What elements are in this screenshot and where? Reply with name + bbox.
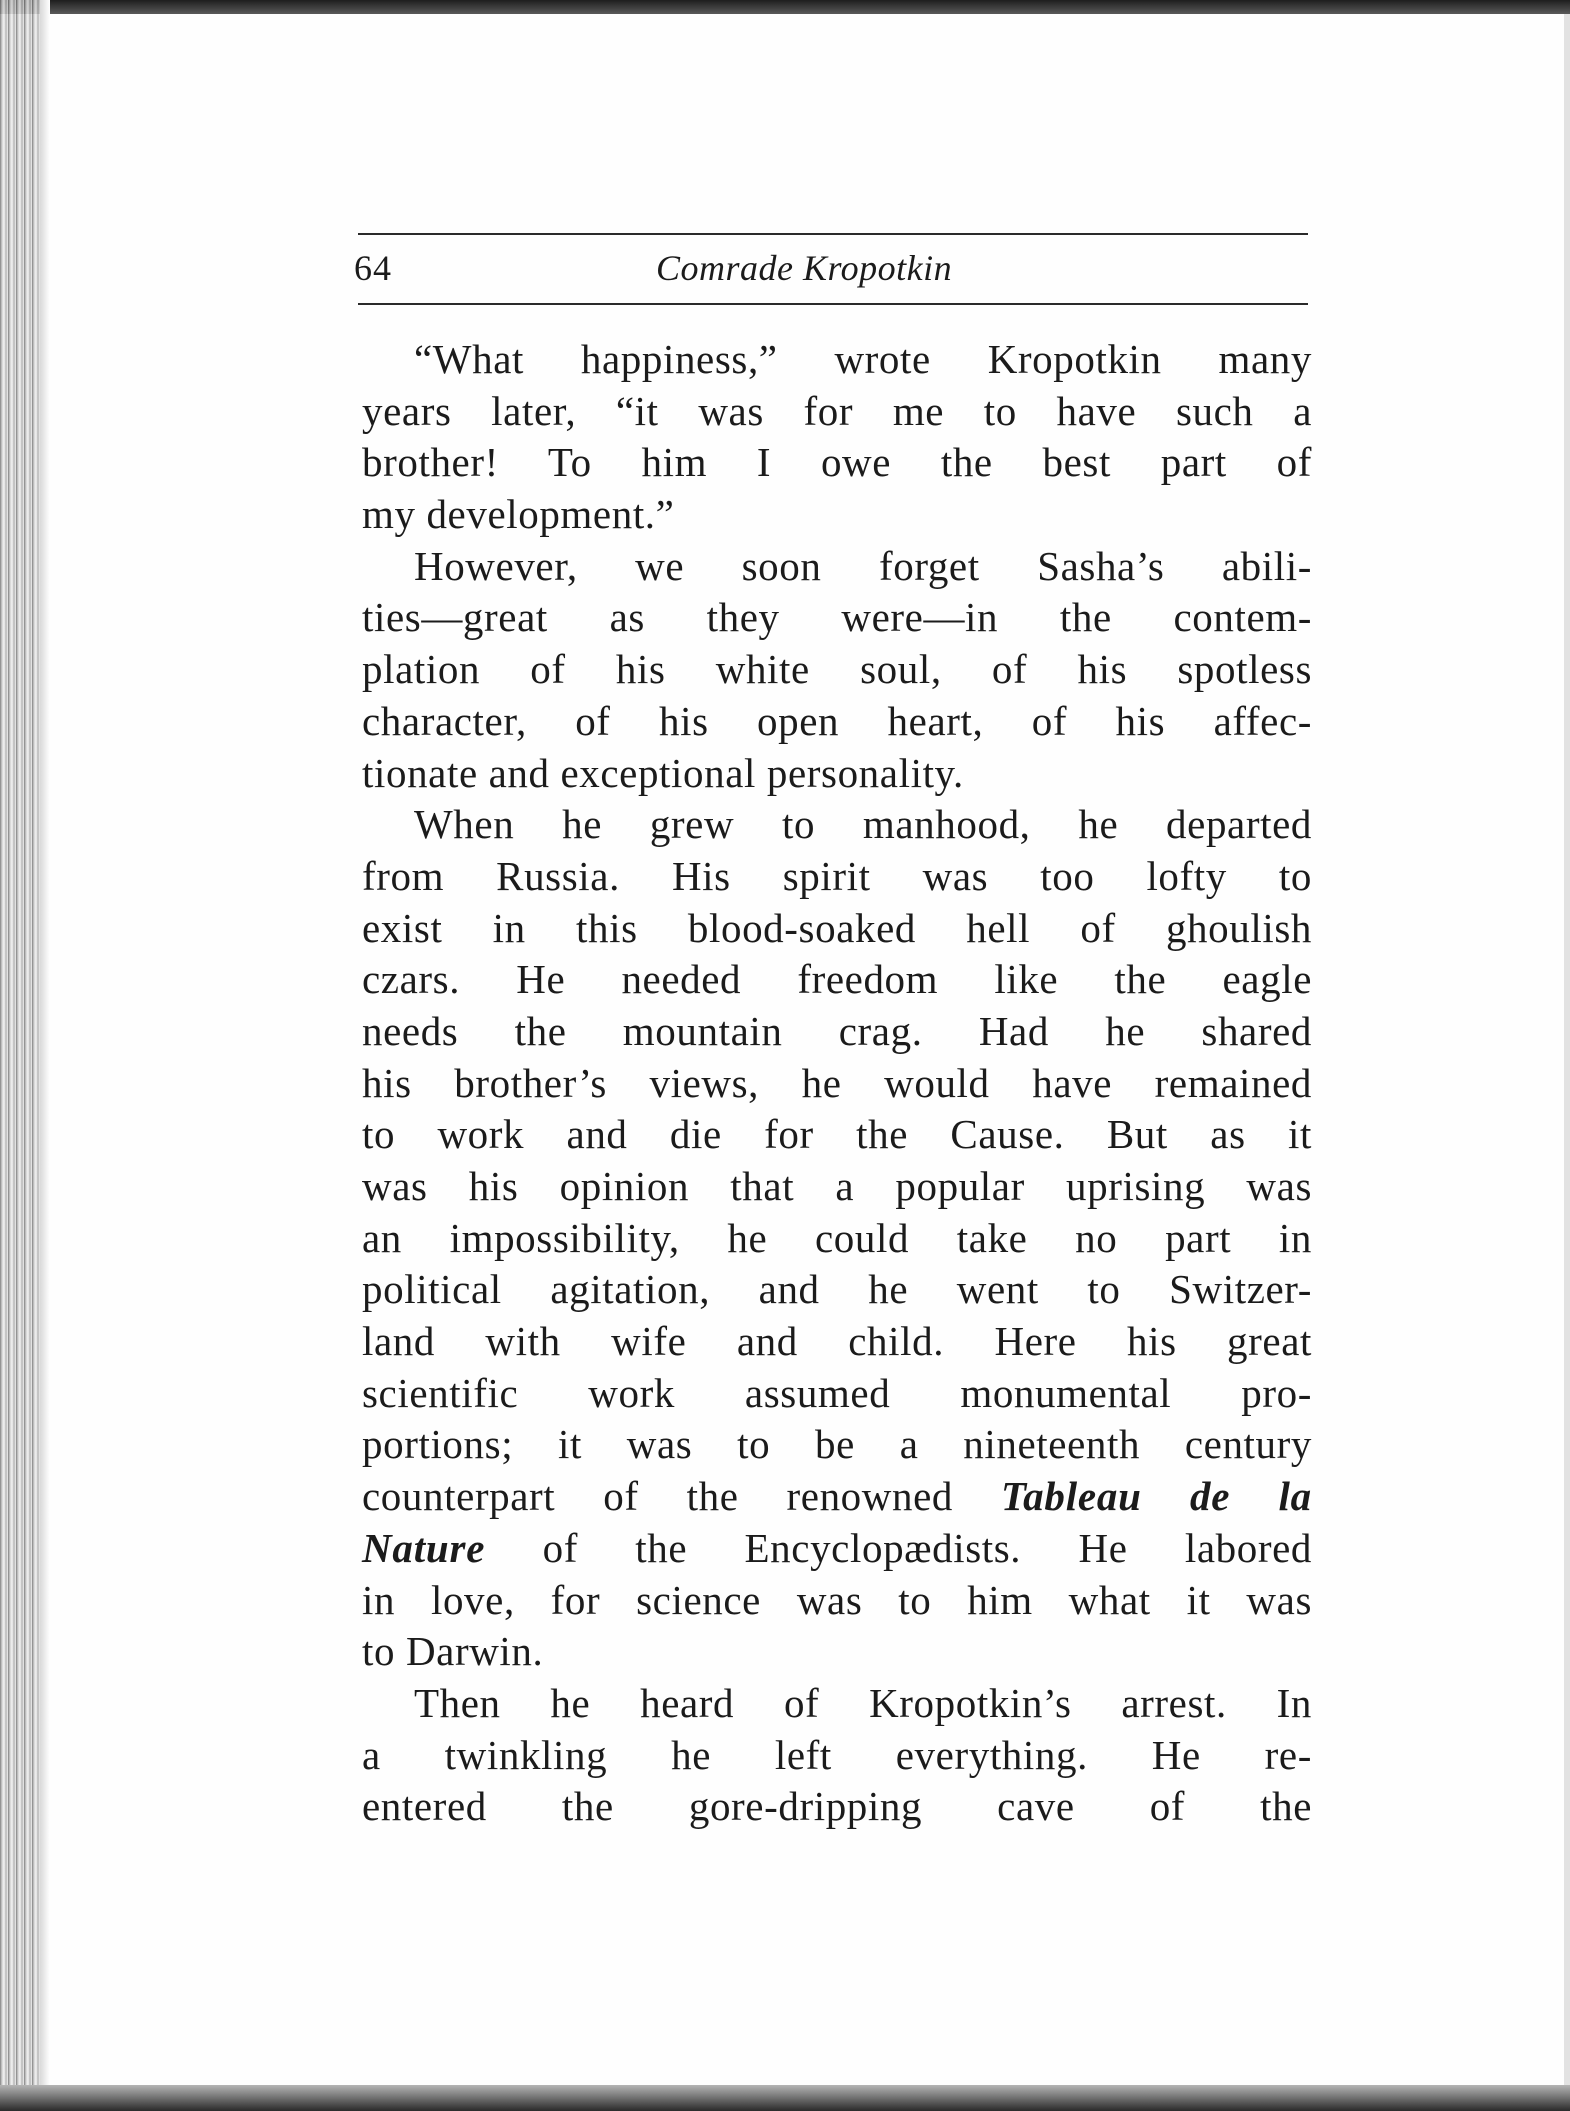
- text-line: czars. He needed freedom like the eagle: [362, 956, 1312, 1003]
- text-line: tionate and exceptional personality.: [362, 749, 964, 796]
- text-line: When he grew to manhood, he departed: [414, 801, 1312, 848]
- text-line: years later, “it was for me to have such a: [362, 387, 1312, 434]
- text-line: character, of his open heart, of his affec-: [362, 697, 1312, 744]
- scan-edge-right: [1564, 14, 1570, 2085]
- text-line: portions; it was to be a nineteenth century: [362, 1421, 1312, 1468]
- text-line: ties—great as they were—in the contem-: [362, 594, 1312, 641]
- text-line: a twinkling he left everything. He re-: [362, 1731, 1312, 1778]
- scan-edge-shadow: [40, 0, 50, 2111]
- text-line: my development.”: [362, 491, 675, 538]
- text-line: from Russia. His spirit was too lofty to: [362, 852, 1312, 899]
- text-line: in love, for science was to him what it was: [362, 1576, 1312, 1623]
- text-line: political agitation, and he went to Switzer-: [362, 1266, 1312, 1313]
- scan-edge-bottom: [0, 2085, 1570, 2111]
- text-line-mixed: [362, 1523, 1312, 1575]
- text-line: scientific work assumed monumental pro-: [362, 1369, 1312, 1416]
- scan-edge-spine: [0, 0, 40, 2111]
- text-line: to Darwin.: [362, 1628, 544, 1675]
- header-rule-top: [358, 233, 1308, 235]
- text-line: was his opinion that a popular uprising was: [362, 1163, 1312, 1209]
- text-line: exist in this blood-soaked hell of ghoulish: [362, 904, 1312, 951]
- text-line: However, we soon forget Sasha’s abili-: [414, 542, 1312, 589]
- text-fragment: of the Encyclopædists. He labored: [542, 1524, 1312, 1571]
- text-line: needs the mountain crag. Had he shared: [362, 1007, 1312, 1054]
- header-rule-bottom: [358, 303, 1308, 305]
- running-title: Comrade Kropotkin: [656, 248, 953, 288]
- italic-title-fragment: Nature: [362, 1524, 486, 1571]
- text-line: “What happiness,” wrote Kropotkin many: [414, 336, 1312, 382]
- italic-title-fragment: Tableau de la: [1001, 1473, 1312, 1520]
- body-text: [362, 334, 1312, 1833]
- text-line: to work and die for the Cause. But as it: [362, 1111, 1312, 1158]
- text-line-mixed: [362, 1471, 1312, 1523]
- text-line: plation of his white soul, of his spotless: [362, 646, 1312, 693]
- text-line: an impossibility, he could take no part in: [362, 1214, 1312, 1261]
- text-line: entered the gore-dripping cave of the: [362, 1783, 1312, 1830]
- text-line: brother! To him I owe the best part of: [362, 439, 1312, 486]
- text-line: Then he heard of Kropotkin’s arrest. In: [414, 1679, 1312, 1726]
- scan-edge-top: [0, 0, 1570, 14]
- text-fragment: counterpart of the renowned: [362, 1473, 953, 1520]
- text-line: his brother’s views, he would have remained: [362, 1059, 1312, 1106]
- text-line: land with wife and child. Here his great: [362, 1318, 1312, 1365]
- page-number: 64: [354, 248, 392, 288]
